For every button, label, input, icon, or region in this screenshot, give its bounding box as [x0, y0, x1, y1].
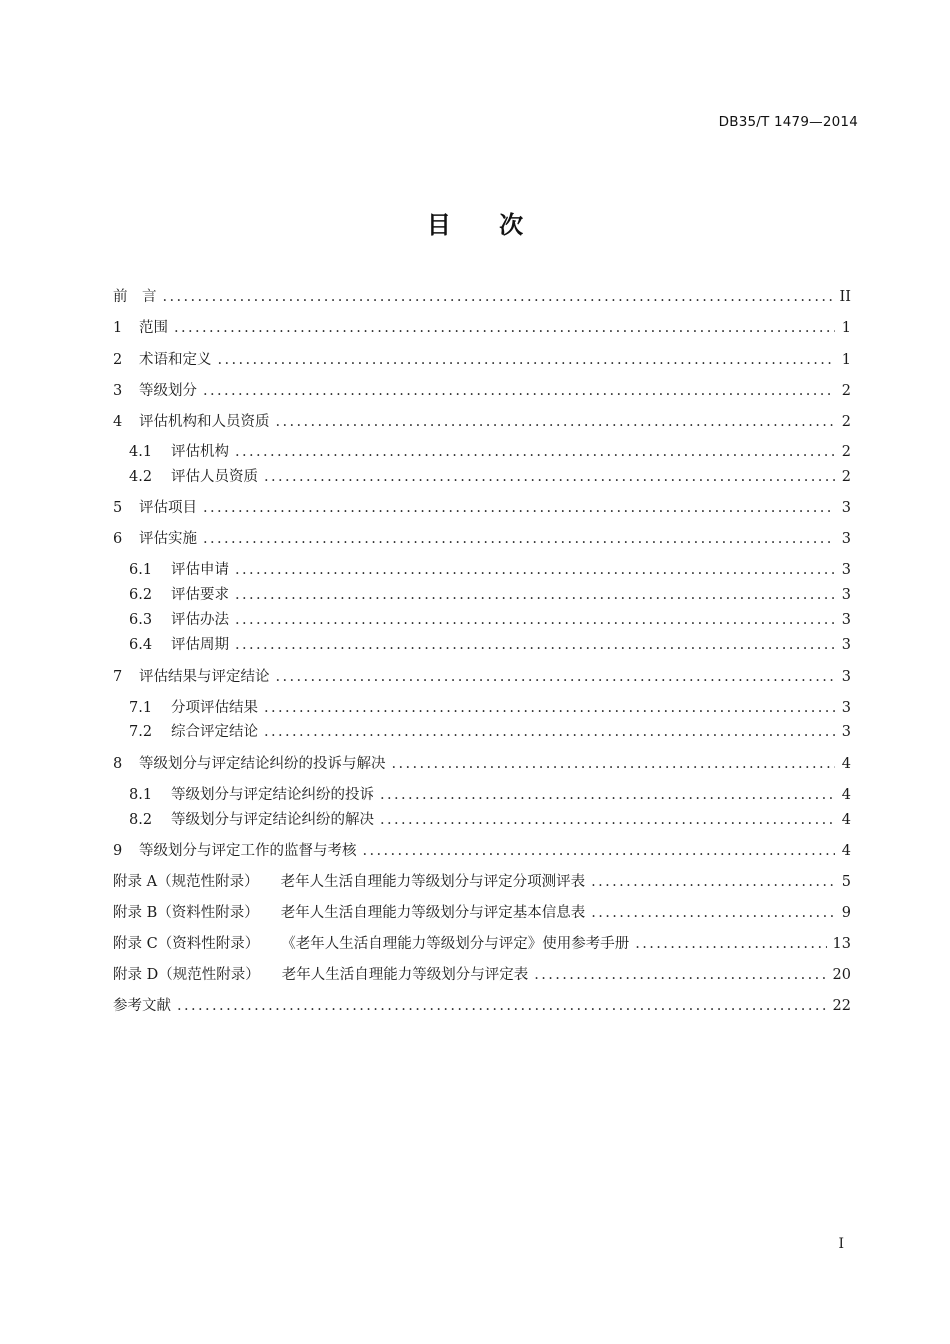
toc-entry-label: 老年人生活自理能力等级划分与评定表: [281, 967, 529, 983]
toc-entry-label: 评估要求: [171, 587, 229, 603]
toc-entry-label: 等级划分: [139, 383, 197, 399]
toc-entry-page: 3: [841, 724, 851, 740]
toc-entry-6[interactable]: [113, 528, 851, 550]
toc-entry-label: 等级划分与评定结论纠纷的投诉与解决: [139, 756, 386, 772]
toc-entry-preface[interactable]: [113, 286, 851, 308]
toc-entry-number: 6.1: [129, 562, 153, 578]
toc-entry-7[interactable]: [113, 666, 851, 688]
toc-entry-label: 老年人生活自理能力等级划分与评定基本信息表: [280, 905, 586, 921]
toc-entry-page: 3: [841, 531, 851, 547]
toc-leader-dots: [264, 697, 835, 719]
toc-entry-label: 术语和定义: [139, 352, 212, 368]
toc-entry-annex-b[interactable]: [113, 902, 851, 924]
toc-entry-page: 2: [841, 444, 851, 460]
toc-entry-page: 2: [841, 469, 851, 485]
toc-entry-9[interactable]: [113, 840, 851, 862]
toc-entry-label: 评估周期: [171, 637, 229, 653]
toc-entry-page: 3: [841, 612, 851, 628]
toc-entry-7-2[interactable]: [129, 721, 851, 743]
toc-entry-page: 1: [841, 320, 851, 336]
toc-entry-number: 8.2: [129, 812, 153, 828]
toc-entry-number: 附录 A（规范性附录）: [113, 874, 259, 890]
toc-entry-page: 3: [841, 587, 851, 603]
toc-entry-7-1[interactable]: [129, 697, 851, 719]
toc-entry-number: 6: [113, 531, 123, 547]
toc-leader-dots: [203, 380, 835, 402]
toc-entry-label: 评估人员资质: [171, 469, 258, 485]
toc-entry-1[interactable]: [113, 317, 851, 339]
toc-entry-2[interactable]: [113, 349, 851, 371]
toc-leader-dots: [235, 584, 835, 606]
toc-entry-page: 3: [841, 700, 851, 716]
toc-entry-number: 1: [113, 320, 123, 336]
toc-entry-label: 老年人生活自理能力等级划分与评定分项测评表: [280, 874, 586, 890]
toc-entry-number: 附录 D（规范性附录）: [113, 967, 260, 983]
toc-entry-page: 4: [841, 787, 851, 803]
toc-entry-number: 7.1: [129, 700, 153, 716]
toc-entry-label: 前 言: [113, 289, 157, 305]
toc-entry-page: 4: [841, 843, 851, 859]
toc-entry-number: 3: [113, 383, 123, 399]
page-title: 目 次: [426, 211, 524, 239]
toc-entry-number: 2: [113, 352, 123, 368]
toc-entry-label: 评估项目: [139, 500, 197, 516]
toc-entry-number: 6.4: [129, 637, 153, 653]
toc-leader-dots: [380, 809, 835, 831]
toc-entry-page: 13: [832, 936, 851, 952]
toc-leader-dots: [264, 466, 835, 488]
toc-entry-annex-d[interactable]: [113, 964, 851, 986]
toc-leader-dots: [235, 634, 835, 656]
toc-entry-label: 评估机构: [171, 444, 229, 460]
toc-leader-dots: [235, 441, 835, 463]
toc-leader-dots: [363, 840, 836, 862]
toc-entry-number: 6.2: [129, 587, 153, 603]
toc-entry-page: 3: [841, 669, 851, 685]
toc-entry-page: 2: [841, 383, 851, 399]
toc-entry-number: 附录 B（资料性附录）: [113, 905, 259, 921]
toc-entry-number: 5: [113, 500, 123, 516]
toc-entry-6-4[interactable]: [129, 634, 851, 656]
toc-entry-5[interactable]: [113, 497, 851, 519]
standard-code: DB35/T 1479—2014: [718, 114, 858, 130]
toc-entry-number: 8: [113, 756, 123, 772]
toc-leader-dots: [534, 964, 826, 986]
toc-entry-label: 分项评估结果: [171, 700, 258, 716]
toc-entry-page: 1: [841, 352, 851, 368]
toc-entry-number: 9: [113, 843, 123, 859]
toc-entry-number: 4.1: [129, 444, 153, 460]
toc-entry-number: 8.1: [129, 787, 153, 803]
toc-entry-page: 2: [841, 414, 851, 430]
toc-entry-number: 4: [113, 414, 123, 430]
toc-entry-number: 附录 C（资料性附录）: [113, 936, 260, 952]
toc-entry-page: 22: [832, 998, 851, 1014]
toc-leader-dots: [276, 411, 836, 433]
toc-entry-annex-a[interactable]: [113, 871, 851, 893]
toc-entry-page: 4: [841, 756, 851, 772]
toc-entry-annex-c[interactable]: [113, 933, 851, 955]
toc-leader-dots: [235, 559, 835, 581]
toc-entry-label: 评估申请: [171, 562, 229, 578]
toc-entry-4-2[interactable]: [129, 466, 851, 488]
toc-leader-dots: [177, 995, 827, 1017]
toc-leader-dots: [218, 349, 836, 371]
toc-entry-label: 评估实施: [139, 531, 197, 547]
toc-entry-number: 7.2: [129, 724, 153, 740]
toc-entry-page: 5: [841, 874, 851, 890]
toc-entry-label: 评估结果与评定结论: [139, 669, 270, 685]
toc-leader-dots: [264, 721, 835, 743]
toc-leader-dots: [591, 871, 835, 893]
page-number: I: [838, 1236, 844, 1252]
toc-entry-number: 6.3: [129, 612, 153, 628]
toc-entry-page: 3: [841, 562, 851, 578]
toc-entry-number: 7: [113, 669, 123, 685]
toc-entry-label: 等级划分与评定工作的监督与考核: [139, 843, 357, 859]
toc-entry-label: 等级划分与评定结论纠纷的投诉: [171, 787, 374, 803]
toc-entry-4[interactable]: [113, 411, 851, 433]
toc-entry-8[interactable]: [113, 753, 851, 775]
toc-entry-number: 4.2: [129, 469, 153, 485]
toc-leader-dots: [174, 317, 835, 339]
toc-entry-references[interactable]: [113, 995, 851, 1017]
toc-entry-8-2[interactable]: [129, 809, 851, 831]
toc-entry-label: 等级划分与评定结论纠纷的解决: [171, 812, 374, 828]
toc-entry-6-1[interactable]: [129, 559, 851, 581]
toc-entry-page: II: [839, 289, 851, 305]
toc-entry-label: 综合评定结论: [171, 724, 258, 740]
toc-entry-label: 参考文献: [113, 998, 171, 1014]
toc-entry-3[interactable]: [113, 380, 851, 402]
toc-entry-page: 20: [832, 967, 851, 983]
toc-entry-page: 4: [841, 812, 851, 828]
toc-entry-page: 9: [841, 905, 851, 921]
toc-entry-4-1[interactable]: [129, 441, 851, 463]
toc-leader-dots: [163, 286, 834, 308]
toc-entry-8-1[interactable]: [129, 784, 851, 806]
toc-leader-dots: [276, 666, 836, 688]
toc-entry-label: 范围: [139, 320, 168, 336]
toc-entry-label: 评估办法: [171, 612, 229, 628]
toc-entry-label: 评估机构和人员资质: [139, 414, 270, 430]
toc-entry-page: 3: [841, 500, 851, 516]
toc-leader-dots: [591, 902, 835, 924]
toc-leader-dots: [392, 753, 836, 775]
toc-entry-label: 《老年人生活自理能力等级划分与评定》使用参考手册: [281, 936, 630, 952]
toc-leader-dots: [235, 609, 835, 631]
toc-entry-page: 3: [841, 637, 851, 653]
toc-entry-6-3[interactable]: [129, 609, 851, 631]
toc-entry-6-2[interactable]: [129, 584, 851, 606]
toc-leader-dots: [203, 497, 835, 519]
toc-leader-dots: [380, 784, 835, 806]
toc-leader-dots: [203, 528, 835, 550]
toc-leader-dots: [635, 933, 826, 955]
